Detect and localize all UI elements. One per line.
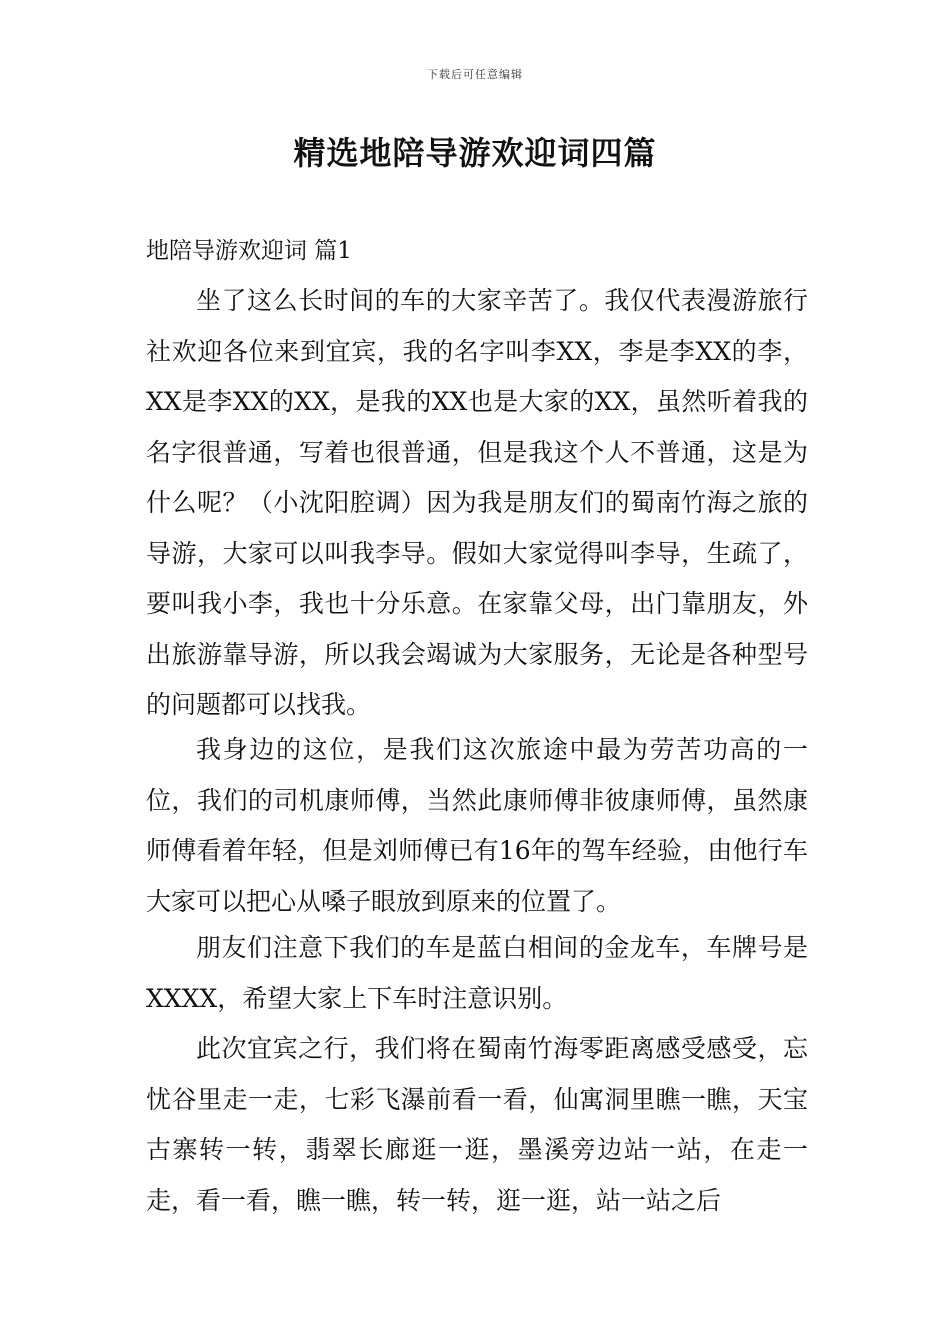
- paragraph: 我身边的这位，是我们这次旅途中最为劳苦功高的一位，我们的司机康师傅，当然此康师傅非彼康师傅，虽然康师傅看着年轻，但是刘师傅已有16年的驾车经验，由他行车大家可以把心从嗓子眼放到原来的位置了。: [146, 735, 808, 916]
- paragraph: 坐了这么长时间的车的大家辛苦了。我仅代表漫游旅行社欢迎各位来到宜宾，我的名字叫李XX，李是李XX的李，XX是李XX的XX，是我的XX也是大家的XX，虽然听着我的名字很普通，写着也很普通，但是我这个人不普通，这是为什么呢？（小沈阳腔调）因为我是朋友们的蜀南竹海之旅的导游，大家可以叫我李导。假如大家觉得叫李导，生疏了，要叫我小李，我也十分乐意。在家靠父母，出门靠朋友，外出旅游靠导游，所以我会竭诚为大家服务，无论是各种型号的问题都可以找我。: [146, 286, 808, 719]
- paragraph-block: [146, 276, 808, 731]
- paragraph-block: [146, 923, 808, 1024]
- section-heading: 地陪导游欢迎词 篇1: [146, 238, 352, 264]
- header-note: 下载后可任意编辑: [427, 68, 523, 81]
- paragraph: 此次宜宾之行，我们将在蜀南竹海零距离感受感受，忘忧谷里走一走，七彩飞瀑前看一看，仙寓洞里瞧一瞧，天宝古寨转一转，翡翠长廊逛一逛，墨溪旁边站一站，在走一走，看一看，瞧一瞧，转一转，逛一逛，站一站之后: [146, 1034, 808, 1215]
- page-title: 精选地陪导游欢迎词四篇: [293, 134, 657, 172]
- paragraph-block: [146, 725, 808, 927]
- paragraph: 朋友们注意下我们的车是蓝白相间的金龙车，车牌号是XXXX，希望大家上下车时注意识别。: [146, 933, 808, 1013]
- paragraph-block: [146, 1024, 808, 1226]
